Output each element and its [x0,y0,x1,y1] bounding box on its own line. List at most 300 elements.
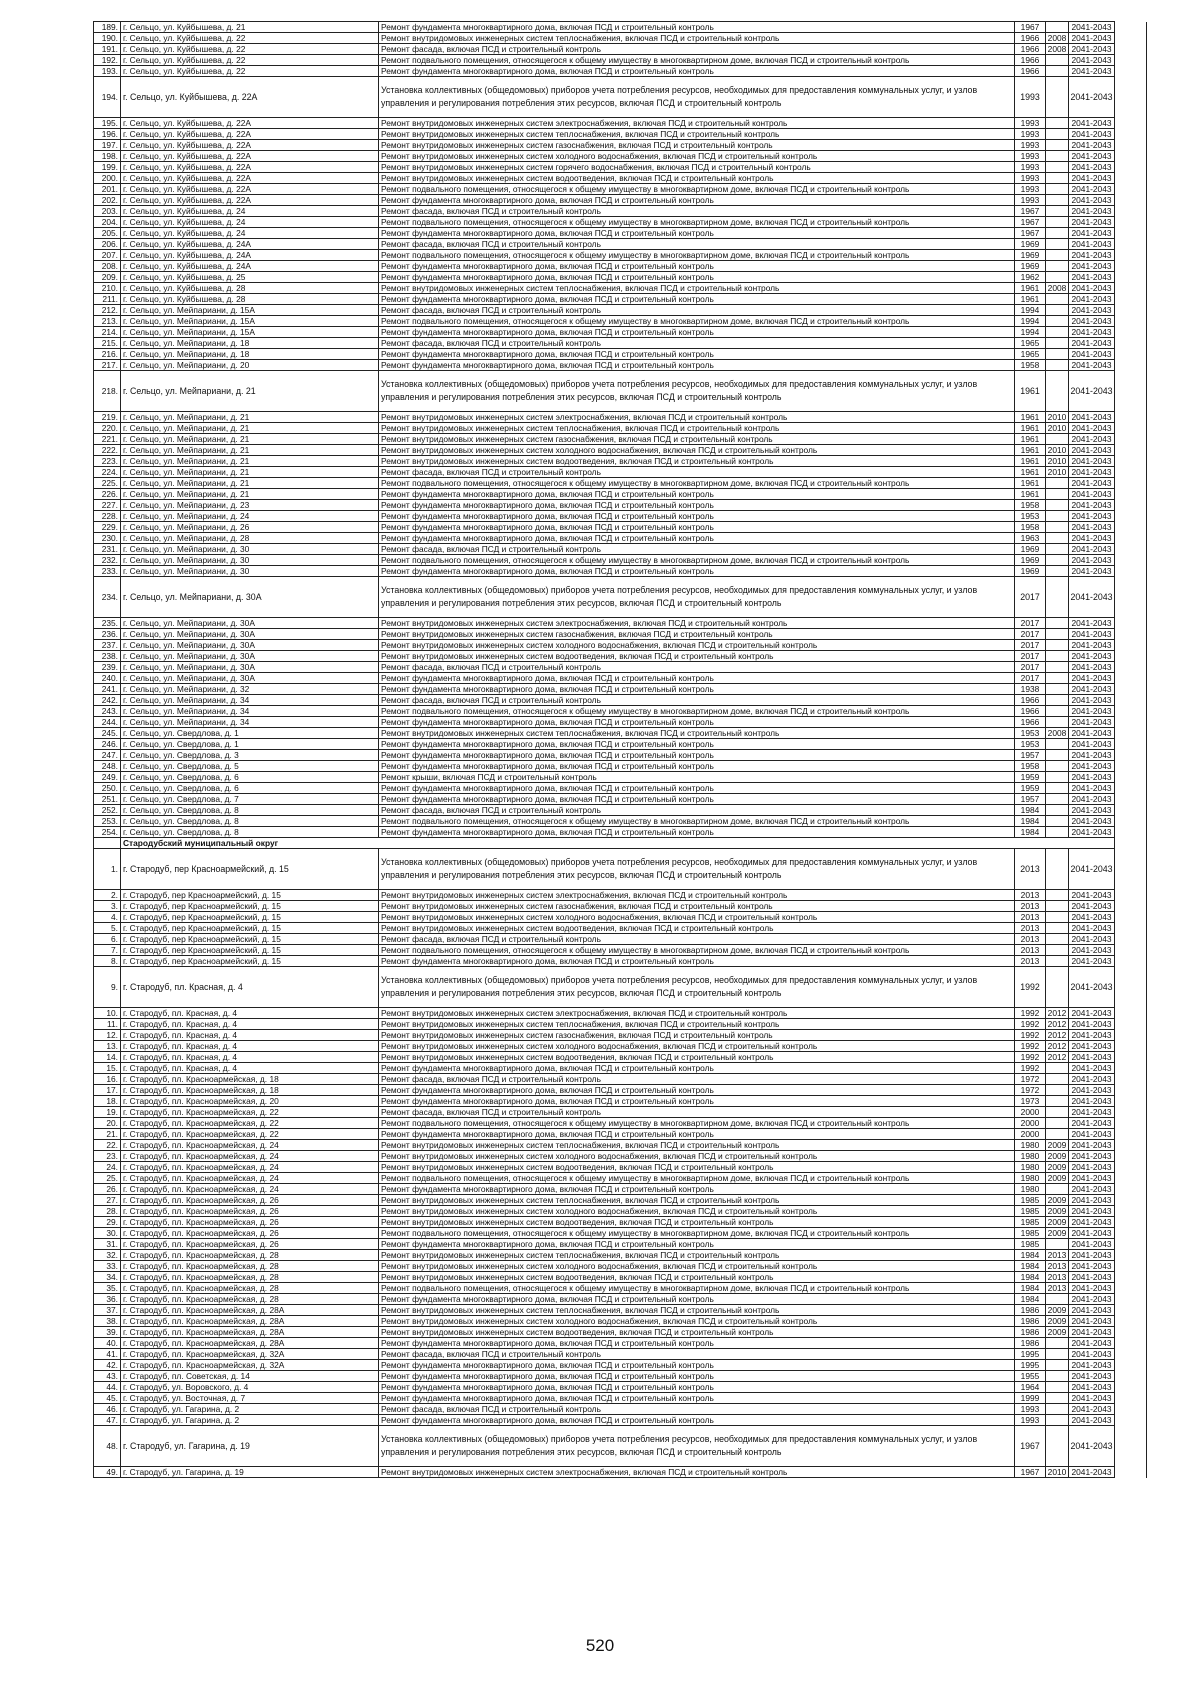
last-repair-year-cell: 2009 [1046,1217,1069,1228]
address-cell: г. Сельцо, ул. Куйбышева, д. 22 [121,55,379,66]
address-cell: г. Стародуб, пл. Красноармейская, д. 28 [121,1294,379,1305]
last-repair-year-cell [1046,717,1069,728]
row-end-cell [1115,1162,1147,1173]
work-type-cell: Ремонт фундамента многоквартирного дома, включая ПСД и строительный контроль [379,673,1015,684]
row-number: 43. [94,1371,121,1382]
address-cell: г. Стародуб, пл. Красная, д. 4 [121,1052,379,1063]
row-end-cell [1115,1063,1147,1074]
last-repair-year-cell [1046,695,1069,706]
row-number: 42. [94,1360,121,1371]
last-repair-year-cell [1046,489,1069,500]
row-number: 226. [94,489,121,500]
planned-period-cell: 2041-2043 [1069,1140,1115,1151]
row-number: 199. [94,162,121,173]
row-end-cell [1115,478,1147,489]
table-row [94,511,1147,522]
row-number: 37. [94,1305,121,1316]
row-number: 4. [94,912,121,923]
row-number: 224. [94,467,121,478]
row-end-cell [1115,1228,1147,1239]
address-cell: г. Сельцо, ул. Мейпариани, д. 21 [121,489,379,500]
planned-period-cell: 2041-2043 [1069,1349,1115,1360]
planned-period-cell: 2041-2043 [1069,217,1115,228]
commission-year-cell: 1966 [1015,44,1046,55]
planned-period-cell: 2041-2043 [1069,923,1115,934]
commission-year-cell: 1967 [1015,228,1046,239]
commission-year-cell: 1992 [1015,1030,1046,1041]
planned-period-cell: 2041-2043 [1069,577,1115,618]
address-cell: г. Стародуб, пл. Красноармейская, д. 24 [121,1151,379,1162]
commission-year-cell: 1958 [1015,360,1046,371]
work-type-cell: Ремонт внутридомовых инженерных систем водоотведения, включая ПСД и строительный контроль [379,456,1015,467]
table-row [94,1052,1147,1063]
row-number: 48. [94,1426,121,1467]
row-end-cell [1115,1294,1147,1305]
row-number: 25. [94,1173,121,1184]
address-cell: г. Сельцо, ул. Куйбышева, д. 22А [121,195,379,206]
row-end-cell [1115,118,1147,129]
row-end-cell [1115,695,1147,706]
row-end-cell [1115,577,1147,618]
table-row [94,1382,1147,1393]
section-number-cell [94,838,121,849]
planned-period-cell: 2041-2043 [1069,434,1115,445]
address-cell: г. Сельцо, ул. Куйбышева, д. 22 [121,44,379,55]
row-number: 213. [94,316,121,327]
last-repair-year-cell [1046,55,1069,66]
last-repair-year-cell [1046,173,1069,184]
table-row [94,371,1147,412]
row-number: 24. [94,1162,121,1173]
last-repair-year-cell [1046,1349,1069,1360]
work-type-cell: Ремонт внутридомовых инженерных систем холодного водоснабжения, включая ПСД и строительный контроль [379,445,1015,456]
row-number: 209. [94,272,121,283]
work-type-cell: Ремонт подвального помещения, относящегося к общему имуществу в многоквартирном доме, включая ПСД и строительный контроль [379,1283,1015,1294]
commission-year-cell: 2013 [1015,849,1046,890]
row-number: 197. [94,140,121,151]
row-end-cell [1115,662,1147,673]
table-row [94,327,1147,338]
last-repair-year-cell [1046,684,1069,695]
last-repair-year-cell [1046,349,1069,360]
address-cell: г. Стародуб, ул. Гагарина, д. 2 [121,1415,379,1426]
table-row [94,44,1147,55]
table-row [94,500,1147,511]
last-repair-year-cell [1046,1360,1069,1371]
row-end-cell [1115,1085,1147,1096]
planned-period-cell: 2041-2043 [1069,195,1115,206]
table-row [94,533,1147,544]
table-row [94,794,1147,805]
last-repair-year-cell [1046,849,1069,890]
work-type-cell: Ремонт фундамента многоквартирного дома, включая ПСД и строительный контроль [379,1360,1015,1371]
commission-year-cell: 1994 [1015,316,1046,327]
last-repair-year-cell: 2009 [1046,1162,1069,1173]
address-cell: г. Сельцо, ул. Свердлова, д. 8 [121,827,379,838]
planned-period-cell: 2041-2043 [1069,662,1115,673]
row-number: 230. [94,533,121,544]
last-repair-year-cell: 2009 [1046,1173,1069,1184]
table-row [94,577,1147,618]
last-repair-year-cell [1046,794,1069,805]
work-type-cell: Ремонт внутридомовых инженерных систем электроснабжения, включая ПСД и строительный контроль [379,618,1015,629]
planned-period-cell: 2041-2043 [1069,1096,1115,1107]
work-type-cell: Ремонт внутридомовых инженерных систем холодного водоснабжения, включая ПСД и строительный контроль [379,912,1015,923]
work-type-cell: Ремонт внутридомовых инженерных систем горячего водоснабжения, включая ПСД и строительный контроль [379,162,1015,173]
row-number: 13. [94,1041,121,1052]
table-row [94,283,1147,294]
row-end-cell [1115,55,1147,66]
row-end-cell [1115,1019,1147,1030]
capital-repair-table [93,21,1147,1478]
row-end-cell [1115,1316,1147,1327]
address-cell: г. Сельцо, ул. Мейпариани, д. 32 [121,684,379,695]
commission-year-cell: 1966 [1015,717,1046,728]
row-end-cell [1115,423,1147,434]
last-repair-year-cell: 2008 [1046,44,1069,55]
commission-year-cell: 1980 [1015,1140,1046,1151]
table-row [94,1107,1147,1118]
work-type-cell: Ремонт фундамента многоквартирного дома, включая ПСД и строительный контроль [379,566,1015,577]
row-end-cell [1115,327,1147,338]
last-repair-year-cell: 2009 [1046,1206,1069,1217]
row-end-cell [1115,1008,1147,1019]
address-cell: г. Сельцо, ул. Свердлова, д. 3 [121,750,379,761]
last-repair-year-cell [1046,434,1069,445]
last-repair-year-cell [1046,967,1069,1008]
table-row [94,1063,1147,1074]
planned-period-cell: 2041-2043 [1069,423,1115,434]
row-number: 30. [94,1228,121,1239]
row-end-cell [1115,500,1147,511]
work-type-cell: Ремонт подвального помещения, относящегося к общему имуществу в многоквартирном доме, включая ПСД и строительный контроль [379,250,1015,261]
work-type-cell: Ремонт подвального помещения, относящегося к общему имуществу в многоквартирном доме, включая ПСД и строительный контроль [379,478,1015,489]
row-end-cell [1115,434,1147,445]
planned-period-cell: 2041-2043 [1069,173,1115,184]
commission-year-cell: 1984 [1015,827,1046,838]
planned-period-cell: 2041-2043 [1069,651,1115,662]
address-cell: г. Стародуб, пл. Советская, д. 14 [121,1371,379,1382]
table-row [94,1118,1147,1129]
last-repair-year-cell [1046,890,1069,901]
row-end-cell [1115,456,1147,467]
last-repair-year-cell [1046,923,1069,934]
work-type-cell: Ремонт фундамента многоквартирного дома, включая ПСД и строительный контроль [379,261,1015,272]
table-row [94,173,1147,184]
table-row [94,750,1147,761]
table-row [94,66,1147,77]
row-end-cell [1115,371,1147,412]
work-type-cell: Ремонт фасада, включая ПСД и строительный контроль [379,1404,1015,1415]
row-end-cell [1115,890,1147,901]
address-cell: г. Сельцо, ул. Куйбышева, д. 22А [121,162,379,173]
work-type-cell: Ремонт фундамента многоквартирного дома, включая ПСД и строительный контроль [379,684,1015,695]
commission-year-cell: 1969 [1015,250,1046,261]
address-cell: г. Стародуб, пер Красноармейский, д. 15 [121,945,379,956]
address-cell: г. Сельцо, ул. Куйбышева, д. 22А [121,151,379,162]
commission-year-cell: 1972 [1015,1074,1046,1085]
commission-year-cell: 1993 [1015,1415,1046,1426]
last-repair-year-cell [1046,206,1069,217]
address-cell: г. Сельцо, ул. Мейпариани, д. 15А [121,305,379,316]
last-repair-year-cell [1046,1393,1069,1404]
commission-year-cell: 1993 [1015,184,1046,195]
address-cell: г. Стародуб, пл. Красная, д. 4 [121,1041,379,1052]
last-repair-year-cell [1046,272,1069,283]
last-repair-year-cell: 2009 [1046,1327,1069,1338]
work-type-cell: Ремонт внутридомовых инженерных систем холодного водоснабжения, включая ПСД и строительный контроль [379,1261,1015,1272]
last-repair-year-cell [1046,239,1069,250]
row-end-cell [1115,555,1147,566]
table-row [94,728,1147,739]
commission-year-cell: 1993 [1015,129,1046,140]
row-number: 232. [94,555,121,566]
planned-period-cell: 2041-2043 [1069,1184,1115,1195]
table-row [94,816,1147,827]
commission-year-cell: 1961 [1015,489,1046,500]
planned-period-cell: 2041-2043 [1069,261,1115,272]
address-cell: г. Стародуб, пл. Красноармейская, д. 28А [121,1316,379,1327]
table-row [94,673,1147,684]
row-end-cell [1115,44,1147,55]
work-type-cell: Ремонт фундамента многоквартирного дома, включая ПСД и строительный контроль [379,1371,1015,1382]
work-type-cell: Ремонт подвального помещения, относящегося к общему имуществу в многоквартирном доме, включая ПСД и строительный контроль [379,1173,1015,1184]
row-number: 49. [94,1467,121,1478]
table-row [94,412,1147,423]
planned-period-cell: 2041-2043 [1069,500,1115,511]
planned-period-cell: 2041-2043 [1069,305,1115,316]
planned-period-cell: 2041-2043 [1069,1019,1115,1030]
work-type-cell: Ремонт внутридомовых инженерных систем теплоснабжения, включая ПСД и строительный контроль [379,1195,1015,1206]
address-cell: г. Сельцо, ул. Куйбышева, д. 25 [121,272,379,283]
table-row [94,1294,1147,1305]
address-cell: г. Сельцо, ул. Мейпариани, д. 34 [121,717,379,728]
row-number: 219. [94,412,121,423]
commission-year-cell: 1965 [1015,338,1046,349]
row-number: 211. [94,294,121,305]
row-end-cell [1115,1195,1147,1206]
row-end-cell [1115,816,1147,827]
planned-period-cell: 2041-2043 [1069,555,1115,566]
last-repair-year-cell: 2009 [1046,1316,1069,1327]
commission-year-cell: 2000 [1015,1129,1046,1140]
planned-period-cell: 2041-2043 [1069,1239,1115,1250]
address-cell: г. Стародуб, пл. Красная, д. 4 [121,967,379,1008]
work-type-cell: Ремонт внутридомовых инженерных систем теплоснабжения, включая ПСД и строительный контроль [379,423,1015,434]
commission-year-cell: 1961 [1015,478,1046,489]
planned-period-cell: 2041-2043 [1069,1206,1115,1217]
address-cell: г. Стародуб, пл. Красноармейская, д. 18 [121,1085,379,1096]
table-row [94,1074,1147,1085]
address-cell: г. Стародуб, пл. Красноармейская, д. 28А [121,1338,379,1349]
row-end-cell [1115,66,1147,77]
table-row [94,1096,1147,1107]
row-number: 44. [94,1382,121,1393]
commission-year-cell: 1995 [1015,1349,1046,1360]
address-cell: г. Сельцо, ул. Свердлова, д. 5 [121,761,379,772]
planned-period-cell: 2041-2043 [1069,456,1115,467]
planned-period-cell: 2041-2043 [1069,706,1115,717]
address-cell: г. Стародуб, пл. Красноармейская, д. 24 [121,1140,379,1151]
row-end-cell [1115,640,1147,651]
address-cell: г. Стародуб, пер Красноармейский, д. 15 [121,912,379,923]
last-repair-year-cell [1046,533,1069,544]
commission-year-cell: 1953 [1015,739,1046,750]
row-number: 19. [94,1107,121,1118]
commission-year-cell: 1969 [1015,239,1046,250]
row-end-cell [1115,1327,1147,1338]
row-end-cell [1115,1283,1147,1294]
address-cell: г. Сельцо, ул. Куйбышева, д. 22А [121,118,379,129]
table-row [94,33,1147,44]
commission-year-cell: 1993 [1015,140,1046,151]
row-end-cell [1115,717,1147,728]
row-end-cell [1115,1041,1147,1052]
row-number: 246. [94,739,121,750]
address-cell: г. Стародуб, пл. Красноармейская, д. 26 [121,1206,379,1217]
table-row [94,272,1147,283]
row-number: 238. [94,651,121,662]
address-cell: г. Сельцо, ул. Мейпариани, д. 15А [121,316,379,327]
row-end-cell [1115,338,1147,349]
commission-year-cell: 1986 [1015,1305,1046,1316]
row-number: 46. [94,1404,121,1415]
address-cell: г. Стародуб, пл. Красная, д. 4 [121,1030,379,1041]
work-type-cell: Установка коллективных (общедомовых) приборов учета потребления ресурсов, необходимых для предоставления коммунальных услуг, и узлов управления и регулирования потребления этих ресурсов, включая ПСД и строительный контроль [379,849,1015,890]
last-repair-year-cell [1046,945,1069,956]
address-cell: г. Сельцо, ул. Мейпариани, д. 30А [121,618,379,629]
address-cell: г. Сельцо, ул. Мейпариани, д. 18 [121,338,379,349]
last-repair-year-cell [1046,544,1069,555]
work-type-cell: Ремонт внутридомовых инженерных систем водоотведения, включая ПСД и строительный контроль [379,1272,1015,1283]
planned-period-cell: 2041-2043 [1069,162,1115,173]
table-row [94,184,1147,195]
work-type-cell: Ремонт внутридомовых инженерных систем водоотведения, включая ПСД и строительный контроль [379,1052,1015,1063]
commission-year-cell: 1969 [1015,544,1046,555]
address-cell: г. Стародуб, пл. Красноармейская, д. 28 [121,1272,379,1283]
last-repair-year-cell [1046,162,1069,173]
row-end-cell [1115,739,1147,750]
work-type-cell: Ремонт подвального помещения, относящегося к общему имуществу в многоквартирном доме, включая ПСД и строительный контроль [379,1228,1015,1239]
work-type-cell: Ремонт фундамента многоквартирного дома, включая ПСД и строительный контроль [379,1096,1015,1107]
planned-period-cell: 2041-2043 [1069,783,1115,794]
address-cell: г. Стародуб, пл. Красноармейская, д. 26 [121,1228,379,1239]
last-repair-year-cell [1046,783,1069,794]
planned-period-cell: 2041-2043 [1069,118,1115,129]
last-repair-year-cell [1046,1085,1069,1096]
work-type-cell: Ремонт фундамента многоквартирного дома, включая ПСД и строительный контроль [379,750,1015,761]
work-type-cell: Ремонт подвального помещения, относящегося к общему имуществу в многоквартирном доме, включая ПСД и строительный контроль [379,184,1015,195]
work-type-cell: Ремонт внутридомовых инженерных систем теплоснабжения, включая ПСД и строительный контроль [379,728,1015,739]
row-end-cell [1115,294,1147,305]
commission-year-cell: 1967 [1015,1467,1046,1478]
last-repair-year-cell [1046,827,1069,838]
row-end-cell [1115,1261,1147,1272]
table-row [94,250,1147,261]
row-number: 39. [94,1327,121,1338]
work-type-cell: Ремонт фасада, включая ПСД и строительный контроль [379,544,1015,555]
row-number: 227. [94,500,121,511]
row-number: 229. [94,522,121,533]
last-repair-year-cell: 2010 [1046,467,1069,478]
work-type-cell: Ремонт внутридомовых инженерных систем водоотведения, включая ПСД и строительный контроль [379,923,1015,934]
row-end-cell [1115,1371,1147,1382]
work-type-cell: Ремонт фундамента многоквартирного дома, включая ПСД и строительный контроль [379,1338,1015,1349]
work-type-cell: Ремонт фундамента многоквартирного дома, включая ПСД и строительный контроль [379,1085,1015,1096]
table-row [94,783,1147,794]
address-cell: г. Сельцо, ул. Свердлова, д. 6 [121,783,379,794]
address-cell: г. Сельцо, ул. Куйбышева, д. 24А [121,239,379,250]
row-end-cell [1115,684,1147,695]
row-number: 242. [94,695,121,706]
last-repair-year-cell [1046,77,1069,118]
table-row [94,261,1147,272]
row-number: 23. [94,1151,121,1162]
address-cell: г. Сельцо, ул. Куйбышева, д. 24 [121,206,379,217]
address-cell: г. Стародуб, пл. Красноармейская, д. 22 [121,1129,379,1140]
work-type-cell: Ремонт внутридомовых инженерных систем газоснабжения, включая ПСД и строительный контроль [379,1030,1015,1041]
row-number: 239. [94,662,121,673]
address-cell: г. Сельцо, ул. Куйбышева, д. 24А [121,261,379,272]
work-type-cell: Ремонт внутридомовых инженерных систем водоотведения, включая ПСД и строительный контроль [379,173,1015,184]
address-cell: г. Стародуб, пл. Красноармейская, д. 32А [121,1349,379,1360]
row-end-cell [1115,761,1147,772]
work-type-cell: Ремонт фасада, включая ПСД и строительный контроль [379,239,1015,250]
planned-period-cell: 2041-2043 [1069,44,1115,55]
row-number: 38. [94,1316,121,1327]
row-number: 205. [94,228,121,239]
planned-period-cell: 2041-2043 [1069,1118,1115,1129]
work-type-cell: Ремонт фасада, включая ПСД и строительный контроль [379,206,1015,217]
row-number: 235. [94,618,121,629]
last-repair-year-cell [1046,1074,1069,1085]
planned-period-cell: 2041-2043 [1069,1041,1115,1052]
work-type-cell: Ремонт внутридомовых инженерных систем теплоснабжения, включая ПСД и строительный контроль [379,33,1015,44]
planned-period-cell: 2041-2043 [1069,1074,1115,1085]
row-number: 36. [94,1294,121,1305]
commission-year-cell: 2000 [1015,1118,1046,1129]
commission-year-cell: 2017 [1015,577,1046,618]
row-end-cell [1115,445,1147,456]
last-repair-year-cell: 2009 [1046,1305,1069,1316]
table-row [94,544,1147,555]
page-number: 520 [585,1636,615,1655]
address-cell: г. Стародуб, ул. Воровского, д. 4 [121,1382,379,1393]
address-cell: г. Сельцо, ул. Свердлова, д. 6 [121,772,379,783]
table-row [94,890,1147,901]
planned-period-cell: 2041-2043 [1069,967,1115,1008]
commission-year-cell: 1986 [1015,1316,1046,1327]
planned-period-cell: 2041-2043 [1069,912,1115,923]
work-type-cell: Ремонт внутридомовых инженерных систем газоснабжения, включая ПСД и строительный контроль [379,140,1015,151]
row-number: 249. [94,772,121,783]
address-cell: г. Сельцо, ул. Куйбышева, д. 28 [121,294,379,305]
row-end-cell [1115,794,1147,805]
table-row [94,1217,1147,1228]
last-repair-year-cell [1046,129,1069,140]
row-number: 223. [94,456,121,467]
row-number: 190. [94,33,121,44]
planned-period-cell: 2041-2043 [1069,1371,1115,1382]
work-type-cell: Ремонт внутридомовых инженерных систем теплоснабжения, включая ПСД и строительный контроль [379,1305,1015,1316]
commission-year-cell: 1967 [1015,22,1046,33]
address-cell: г. Сельцо, ул. Куйбышева, д. 28 [121,283,379,294]
commission-year-cell: 2013 [1015,934,1046,945]
row-end-cell [1115,1129,1147,1140]
address-cell: г. Сельцо, ул. Мейпариани, д. 21 [121,456,379,467]
work-type-cell: Ремонт фундамента многоквартирного дома, включая ПСД и строительный контроль [379,761,1015,772]
address-cell: г. Сельцо, ул. Мейпариани, д. 28 [121,533,379,544]
